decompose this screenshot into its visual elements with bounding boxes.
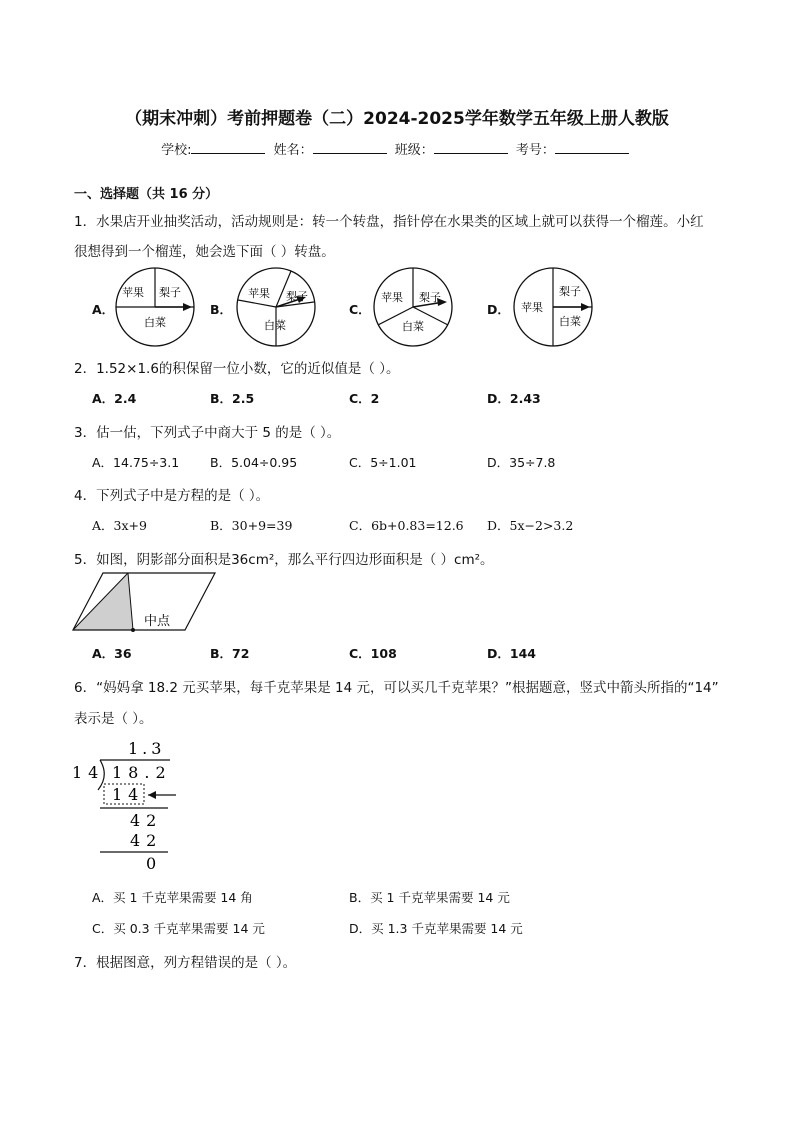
q6-option-c[interactable]: C．买 0.3 千克苹果需要 14 元 [92,921,265,936]
spinner-a-apple: 苹果 [122,286,144,299]
q3-option-c[interactable]: C．5÷1.01 [349,455,417,470]
q4-option-d[interactable]: D．5x−2>3.2 [487,518,574,533]
spinner-d-pear: 梨子 [559,285,581,298]
q3-option-b[interactable]: B．5.04÷0.95 [210,455,298,470]
name-blank[interactable] [313,141,387,154]
division-divisor: 14 [72,763,105,782]
spinner-d-cabbage: 白菜 [559,315,581,328]
arrow-icon [148,791,156,799]
q4-option-b[interactable]: B．30+9=39 [210,518,293,533]
spinner-a-cabbage: 白菜 [144,316,166,329]
midpoint-label: 中点 [144,614,171,629]
q1-text-line2: 很想得到一个榴莲，她会选下面（ ）转盘。 [74,244,335,260]
q5-option-d[interactable]: D．144 [487,646,536,661]
q4-option-c[interactable]: C．6b+0.83=12.6 [349,518,464,533]
q5-text: 5．如图，阴影部分面积是36cm²，那么平行四边形面积是（ ）cm²。 [74,552,494,568]
division-quotient: 1.3 [128,739,166,758]
division-step1: 14 [112,785,145,804]
q3-text: 3．估一估，下列式子中商大于 5 的是（ ）。 [74,425,341,441]
q1-option-a[interactable]: A． [92,302,115,317]
spinner-c-cabbage: 白菜 [402,320,424,333]
q5-option-c[interactable]: C．108 [349,646,397,661]
exam-no-blank[interactable] [555,141,629,154]
spinner-a [112,264,198,350]
exam-no-label: 考号： [515,143,555,158]
spinner-d-apple: 苹果 [521,301,543,314]
class-blank[interactable] [434,141,508,154]
division-step2: 42 [130,811,163,830]
spinner-b [233,264,319,350]
q3-option-a[interactable]: A．14.75÷3.1 [92,455,180,470]
q3-option-d[interactable]: D．35÷7.8 [487,455,556,470]
q1-text-line1: 1．水果店开业抽奖活动，活动规则是：转一个转盘，指针停在水果类的区域上就可以获得一个榴莲。小红 [74,214,704,230]
q2-option-b[interactable]: B．2.5 [210,391,255,406]
q2-option-d[interactable]: D．2.43 [487,391,541,406]
q6-text-line1: 6．“妈妈拿 18.2 元买苹果，每千克苹果是 14 元，可以买几千克苹果？”根据题意，竖式中箭头所指的“14” [74,680,719,696]
q6-option-d[interactable]: D．买 1.3 千克苹果需要 14 元 [349,921,523,936]
q6-long-division [68,734,188,874]
name-label: 姓名： [273,143,313,158]
q4-text: 4．下列式子中是方程的是（ ）。 [74,488,270,504]
class-label: 班级： [394,143,434,158]
spinner-d [510,264,596,350]
q6-text-line2: 表示是（ ）。 [74,711,153,727]
q5-option-a[interactable]: A．36 [92,646,132,661]
spinner-b-cabbage: 白菜 [264,319,286,332]
division-step3: 42 [130,831,163,850]
q2-option-a[interactable]: A．2.4 [92,391,137,406]
spinner-c [370,264,456,350]
spinner-b-pear: 梨子 [286,290,308,303]
page-title: （期末冲刺）考前押题卷（二）2024-2025学年数学五年级上册人教版 [125,109,669,129]
q5-parallelogram-figure [70,570,220,636]
q6-option-a[interactable]: A．买 1 千克苹果需要 14 角 [92,890,253,905]
spinner-c-apple: 苹果 [381,291,403,304]
school-blank[interactable] [191,141,265,154]
student-info-line [0,139,794,158]
q2-text: 2．1.52×1.6的积保留一位小数，它的近似值是（ ）。 [74,361,400,377]
q1-option-b[interactable]: B． [210,302,233,317]
q5-option-b[interactable]: B．72 [210,646,250,661]
division-remainder: 0 [146,854,157,873]
q4-option-a[interactable]: A．3x+9 [92,518,147,533]
spinner-a-pear: 梨子 [159,286,181,299]
q2-option-c[interactable]: C．2 [349,391,380,406]
q6-option-b[interactable]: B．买 1 千克苹果需要 14 元 [349,890,510,905]
spinner-c-pear: 梨子 [419,291,441,304]
q1-option-d[interactable]: D． [487,302,510,317]
division-dividend: 18.2 [112,763,172,782]
section-heading: 一、选择题（共 16 分） [74,187,219,202]
school-label: 学校: [161,143,192,158]
q7-text: 7．根据图意，列方程错误的是（ ）。 [74,955,297,971]
q1-option-c[interactable]: C． [349,302,371,317]
spinner-b-apple: 苹果 [248,287,270,300]
